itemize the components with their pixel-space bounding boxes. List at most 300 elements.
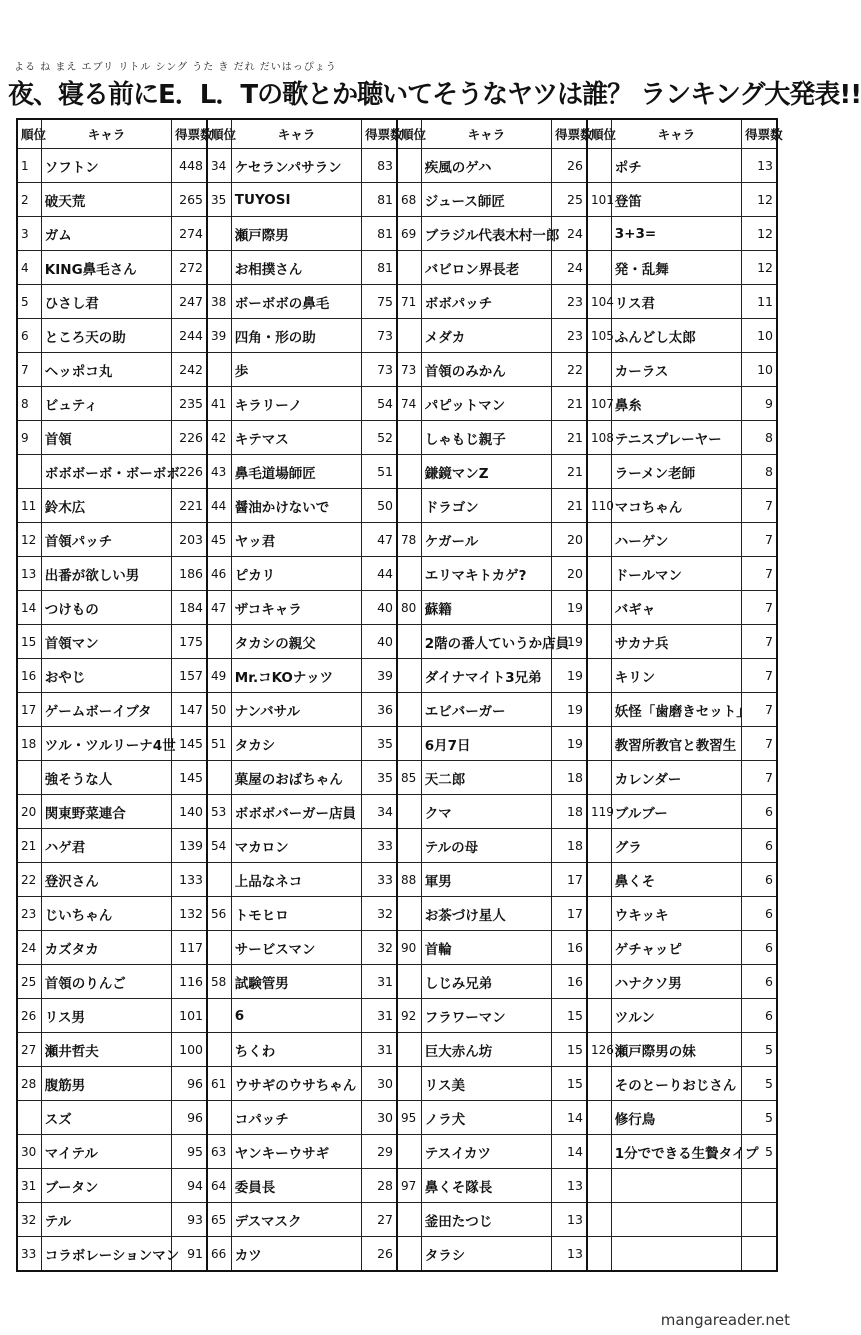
- name-cell: マイテル: [41, 1135, 171, 1169]
- table-row: [17, 1169, 777, 1203]
- rank-cell: 56: [207, 897, 231, 931]
- rank-cell: [207, 625, 231, 659]
- name-cell: 醤油かけないで: [231, 489, 361, 523]
- votes-cell: 93: [172, 1203, 207, 1237]
- table-row: [17, 659, 777, 693]
- votes-cell: 17: [552, 863, 587, 897]
- votes-cell: 15: [552, 1067, 587, 1101]
- rank-cell: 119: [587, 795, 611, 829]
- votes-cell: 94: [172, 1169, 207, 1203]
- rank-cell: [397, 1237, 421, 1272]
- rank-cell: 7: [17, 353, 41, 387]
- rank-cell: 101: [587, 183, 611, 217]
- votes-cell: 184: [172, 591, 207, 625]
- rank-cell: [587, 455, 611, 489]
- votes-cell: 6: [742, 965, 777, 999]
- rank-cell: [207, 761, 231, 795]
- votes-cell: 81: [362, 251, 397, 285]
- rank-cell: [207, 353, 231, 387]
- votes-cell: 139: [172, 829, 207, 863]
- rank-cell: 42: [207, 421, 231, 455]
- name-cell: Mr.コKOナッツ: [231, 659, 361, 693]
- rank-cell: [397, 965, 421, 999]
- name-cell: ビュティ: [41, 387, 171, 421]
- name-cell: カーラス: [611, 353, 741, 387]
- name-cell: メダカ: [421, 319, 551, 353]
- votes-cell: 15: [552, 1033, 587, 1067]
- name-cell: ドラゴン: [421, 489, 551, 523]
- rank-cell: [397, 897, 421, 931]
- votes-cell: 203: [172, 523, 207, 557]
- name-cell: ウキッキ: [611, 897, 741, 931]
- table-row: [17, 1237, 777, 1272]
- table-row: [17, 829, 777, 863]
- rank-cell: 90: [397, 931, 421, 965]
- table-row: [17, 251, 777, 285]
- name-cell: 鼻毛道場師匠: [231, 455, 361, 489]
- name-cell: そのとーりおじさん: [611, 1067, 741, 1101]
- name-cell: ひさし君: [41, 285, 171, 319]
- name-cell: 腹筋男: [41, 1067, 171, 1101]
- votes-cell: 32: [362, 931, 397, 965]
- rank-cell: 27: [17, 1033, 41, 1067]
- votes-cell: 52: [362, 421, 397, 455]
- name-cell: ところ天の助: [41, 319, 171, 353]
- votes-cell: 30: [362, 1067, 397, 1101]
- rank-cell: 35: [207, 183, 231, 217]
- name-cell: リス男: [41, 999, 171, 1033]
- rank-cell: [587, 1067, 611, 1101]
- rank-cell: 68: [397, 183, 421, 217]
- rank-cell: [587, 659, 611, 693]
- votes-cell: 19: [552, 727, 587, 761]
- rank-cell: 34: [207, 149, 231, 183]
- table-row: [17, 1067, 777, 1101]
- votes-cell: 32: [362, 897, 397, 931]
- rank-cell: 64: [207, 1169, 231, 1203]
- votes-cell: 24: [552, 251, 587, 285]
- rank-cell: 31: [17, 1169, 41, 1203]
- votes-cell: 27: [362, 1203, 397, 1237]
- name-cell: ボボボーボ・ボーボボ: [41, 455, 171, 489]
- votes-cell: 50: [362, 489, 397, 523]
- rank-cell: 71: [397, 285, 421, 319]
- rank-cell: [587, 727, 611, 761]
- votes-cell: [742, 1203, 777, 1237]
- votes-cell: 96: [172, 1067, 207, 1101]
- rank-cell: [397, 455, 421, 489]
- name-cell: キリン: [611, 659, 741, 693]
- rank-cell: 88: [397, 863, 421, 897]
- rank-cell: 61: [207, 1067, 231, 1101]
- rank-cell: 43: [207, 455, 231, 489]
- rank-cell: [397, 829, 421, 863]
- rank-cell: 78: [397, 523, 421, 557]
- name-cell: おやじ: [41, 659, 171, 693]
- votes-cell: 145: [172, 727, 207, 761]
- votes-cell: 242: [172, 353, 207, 387]
- votes-cell: 18: [552, 829, 587, 863]
- votes-cell: 7: [742, 523, 777, 557]
- votes-cell: 235: [172, 387, 207, 421]
- name-cell: つけもの: [41, 591, 171, 625]
- name-cell: ヤッ君: [231, 523, 361, 557]
- rank-header: 順位: [207, 119, 231, 149]
- name-cell: しゃもじ親子: [421, 421, 551, 455]
- rank-cell: [587, 149, 611, 183]
- rank-cell: 51: [207, 727, 231, 761]
- rank-cell: 13: [17, 557, 41, 591]
- votes-cell: 11: [742, 285, 777, 319]
- name-cell: ガム: [41, 217, 171, 251]
- votes-cell: [742, 1169, 777, 1203]
- votes-cell: 5: [742, 1135, 777, 1169]
- votes-cell: 272: [172, 251, 207, 285]
- rank-cell: [17, 1101, 41, 1135]
- name-cell: クマ: [421, 795, 551, 829]
- name-cell: トモヒロ: [231, 897, 361, 931]
- rank-cell: [587, 999, 611, 1033]
- name-cell: 軍男: [421, 863, 551, 897]
- votes-cell: 73: [362, 353, 397, 387]
- rank-cell: 63: [207, 1135, 231, 1169]
- votes-cell: 20: [552, 557, 587, 591]
- table-row: [17, 863, 777, 897]
- votes-cell: 96: [172, 1101, 207, 1135]
- rank-cell: [397, 319, 421, 353]
- table-row: [17, 149, 777, 183]
- votes-cell: 117: [172, 931, 207, 965]
- rank-cell: [587, 353, 611, 387]
- rank-cell: [207, 931, 231, 965]
- votes-cell: 6: [742, 931, 777, 965]
- table-row: [17, 761, 777, 795]
- votes-cell: 186: [172, 557, 207, 591]
- rank-cell: 15: [17, 625, 41, 659]
- votes-cell: 39: [362, 659, 397, 693]
- votes-cell: 21: [552, 421, 587, 455]
- votes-cell: 12: [742, 251, 777, 285]
- name-cell: エリマキトカゲ?: [421, 557, 551, 591]
- rank-cell: 44: [207, 489, 231, 523]
- rank-cell: 20: [17, 795, 41, 829]
- name-cell: テスイカツ: [421, 1135, 551, 1169]
- votes-cell: 23: [552, 285, 587, 319]
- rank-cell: 33: [17, 1237, 41, 1272]
- watermark: mangareader.net: [660, 1311, 790, 1329]
- votes-cell: 18: [552, 795, 587, 829]
- name-cell: [611, 1203, 741, 1237]
- name-cell: [611, 1169, 741, 1203]
- table-row: [17, 897, 777, 931]
- name-cell: ハーゲン: [611, 523, 741, 557]
- name-cell: ポチ: [611, 149, 741, 183]
- rank-cell: 73: [397, 353, 421, 387]
- votes-cell: 19: [552, 625, 587, 659]
- rank-cell: [587, 591, 611, 625]
- name-cell: バビロン界長老: [421, 251, 551, 285]
- name-cell: 関東野菜連合: [41, 795, 171, 829]
- rank-cell: 49: [207, 659, 231, 693]
- rank-cell: [397, 693, 421, 727]
- rank-cell: 104: [587, 285, 611, 319]
- table-header-row: [17, 119, 777, 149]
- votes-cell: 81: [362, 217, 397, 251]
- votes-cell: 6: [742, 863, 777, 897]
- name-header: キャラ: [611, 119, 741, 149]
- rank-cell: 12: [17, 523, 41, 557]
- votes-cell: 19: [552, 591, 587, 625]
- rank-cell: 66: [207, 1237, 231, 1272]
- table-row: [17, 693, 777, 727]
- votes-cell: 6: [742, 795, 777, 829]
- table-row: [17, 965, 777, 999]
- name-cell: ハナクソ男: [611, 965, 741, 999]
- rank-cell: [397, 1135, 421, 1169]
- rank-cell: 22: [17, 863, 41, 897]
- name-cell: 首輪: [421, 931, 551, 965]
- votes-cell: 33: [362, 863, 397, 897]
- rank-cell: [397, 489, 421, 523]
- table-row: [17, 999, 777, 1033]
- votes-cell: 5: [742, 1101, 777, 1135]
- rank-cell: 69: [397, 217, 421, 251]
- name-cell: キラリーノ: [231, 387, 361, 421]
- votes-cell: 100: [172, 1033, 207, 1067]
- rank-cell: 2: [17, 183, 41, 217]
- votes-cell: 44: [362, 557, 397, 591]
- table-row: [17, 183, 777, 217]
- votes-cell: 157: [172, 659, 207, 693]
- votes-cell: 10: [742, 319, 777, 353]
- rank-cell: 39: [207, 319, 231, 353]
- name-header: キャラ: [421, 119, 551, 149]
- name-cell: ノラ犬: [421, 1101, 551, 1135]
- votes-cell: 19: [552, 659, 587, 693]
- rank-cell: [587, 931, 611, 965]
- votes-cell: 91: [172, 1237, 207, 1272]
- name-cell: 瀬井哲夫: [41, 1033, 171, 1067]
- rank-cell: 85: [397, 761, 421, 795]
- name-cell: 鼻くそ隊長: [421, 1169, 551, 1203]
- name-cell: パピットマン: [421, 387, 551, 421]
- votes-cell: 21: [552, 489, 587, 523]
- rank-cell: [397, 1203, 421, 1237]
- table-row: [17, 727, 777, 761]
- name-cell: 破天荒: [41, 183, 171, 217]
- votes-cell: 31: [362, 999, 397, 1033]
- rank-cell: 28: [17, 1067, 41, 1101]
- name-cell: タカシの親父: [231, 625, 361, 659]
- rank-cell: [397, 625, 421, 659]
- votes-cell: 6: [742, 897, 777, 931]
- rank-cell: 8: [17, 387, 41, 421]
- rank-cell: 46: [207, 557, 231, 591]
- name-cell: 委員長: [231, 1169, 361, 1203]
- name-cell: 首領マン: [41, 625, 171, 659]
- title-furigana: よる ね まえ エブリ リトル シング うた き だれ だいはっぴょう: [14, 62, 337, 73]
- votes-cell: 21: [552, 387, 587, 421]
- name-cell: 蘇籍: [421, 591, 551, 625]
- rank-cell: [587, 523, 611, 557]
- ranking-table: [16, 118, 783, 1272]
- rank-cell: 11: [17, 489, 41, 523]
- name-cell: ゲームボーイブタ: [41, 693, 171, 727]
- table-row: [17, 1203, 777, 1237]
- name-cell: コラボレーションマン: [41, 1237, 171, 1272]
- name-cell: バギャ: [611, 591, 741, 625]
- table-row: [17, 591, 777, 625]
- rank-cell: 108: [587, 421, 611, 455]
- votes-cell: 226: [172, 455, 207, 489]
- votes-cell: 6: [742, 999, 777, 1033]
- name-cell: タカシ: [231, 727, 361, 761]
- rank-cell: 54: [207, 829, 231, 863]
- rank-cell: [207, 999, 231, 1033]
- name-cell: ザコキャラ: [231, 591, 361, 625]
- name-cell: ヘッポコ丸: [41, 353, 171, 387]
- rank-cell: [587, 557, 611, 591]
- votes-cell: 6: [742, 829, 777, 863]
- rank-cell: 110: [587, 489, 611, 523]
- rank-cell: [207, 251, 231, 285]
- rank-cell: 41: [207, 387, 231, 421]
- votes-cell: 17: [552, 897, 587, 931]
- votes-cell: 34: [362, 795, 397, 829]
- name-cell: 首領パッチ: [41, 523, 171, 557]
- votes-cell: 13: [552, 1203, 587, 1237]
- name-cell: 首領のみかん: [421, 353, 551, 387]
- rank-cell: [207, 217, 231, 251]
- name-cell: 強そうな人: [41, 761, 171, 795]
- rank-cell: [587, 897, 611, 931]
- name-cell: 1分でできる生贄タイプ: [611, 1135, 741, 1169]
- rank-cell: [17, 455, 41, 489]
- votes-cell: 226: [172, 421, 207, 455]
- votes-cell: 116: [172, 965, 207, 999]
- votes-cell: 22: [552, 353, 587, 387]
- name-cell: テルの母: [421, 829, 551, 863]
- name-cell: ツル・ツルリーナ4世: [41, 727, 171, 761]
- votes-cell: 7: [742, 591, 777, 625]
- votes-cell: 21: [552, 455, 587, 489]
- votes-header: 得票数: [172, 119, 207, 149]
- rank-cell: [587, 1203, 611, 1237]
- votes-cell: 7: [742, 557, 777, 591]
- name-cell: マコちゃん: [611, 489, 741, 523]
- votes-cell: 16: [552, 931, 587, 965]
- name-cell: 6月7日: [421, 727, 551, 761]
- rank-cell: [397, 1033, 421, 1067]
- rank-cell: [587, 829, 611, 863]
- rank-cell: 50: [207, 693, 231, 727]
- name-cell: ジュース師匠: [421, 183, 551, 217]
- rank-cell: 17: [17, 693, 41, 727]
- name-cell: 菓屋のおばちゃん: [231, 761, 361, 795]
- name-cell: スズ: [41, 1101, 171, 1135]
- name-cell: ゲチャッピ: [611, 931, 741, 965]
- votes-cell: 35: [362, 761, 397, 795]
- name-cell: お茶づけ星人: [421, 897, 551, 931]
- name-cell: ドールマン: [611, 557, 741, 591]
- name-cell: コパッチ: [231, 1101, 361, 1135]
- name-cell: デスマスク: [231, 1203, 361, 1237]
- name-header: キャラ: [231, 119, 361, 149]
- votes-cell: 7: [742, 693, 777, 727]
- name-cell: ボボボバーガー店員: [231, 795, 361, 829]
- table-row: [17, 795, 777, 829]
- name-cell: 瀬戸際男の妹: [611, 1033, 741, 1067]
- name-cell: 首領のりんご: [41, 965, 171, 999]
- votes-cell: 448: [172, 149, 207, 183]
- votes-cell: 81: [362, 183, 397, 217]
- votes-cell: 8: [742, 455, 777, 489]
- rank-cell: [587, 625, 611, 659]
- rank-header: 順位: [397, 119, 421, 149]
- votes-cell: 101: [172, 999, 207, 1033]
- rank-cell: 80: [397, 591, 421, 625]
- votes-cell: 29: [362, 1135, 397, 1169]
- table-row: [17, 455, 777, 489]
- rank-cell: [397, 421, 421, 455]
- rank-cell: [397, 795, 421, 829]
- rank-cell: [587, 761, 611, 795]
- votes-cell: 20: [552, 523, 587, 557]
- name-header: キャラ: [41, 119, 171, 149]
- name-cell: ナンバサル: [231, 693, 361, 727]
- rank-cell: [397, 659, 421, 693]
- name-cell: 巨大赤ん坊: [421, 1033, 551, 1067]
- votes-cell: 132: [172, 897, 207, 931]
- name-cell: KING鼻毛さん: [41, 251, 171, 285]
- votes-cell: 221: [172, 489, 207, 523]
- table-row: [17, 1101, 777, 1135]
- name-cell: 発・乱舞: [611, 251, 741, 285]
- votes-cell: 16: [552, 965, 587, 999]
- votes-cell: 40: [362, 591, 397, 625]
- rank-cell: 65: [207, 1203, 231, 1237]
- votes-cell: 95: [172, 1135, 207, 1169]
- name-cell: ピカリ: [231, 557, 361, 591]
- name-cell: ふんどし太郎: [611, 319, 741, 353]
- rank-cell: [587, 693, 611, 727]
- name-cell: カレンダー: [611, 761, 741, 795]
- votes-cell: 35: [362, 727, 397, 761]
- rank-cell: 45: [207, 523, 231, 557]
- rank-cell: [587, 1135, 611, 1169]
- table-row: [17, 217, 777, 251]
- votes-cell: 5: [742, 1067, 777, 1101]
- votes-cell: 9: [742, 387, 777, 421]
- name-cell: 釜田たつじ: [421, 1203, 551, 1237]
- votes-cell: 25: [552, 183, 587, 217]
- votes-cell: 83: [362, 149, 397, 183]
- name-cell: 四角・形の助: [231, 319, 361, 353]
- name-cell: タラシ: [421, 1237, 551, 1272]
- rank-cell: [207, 1101, 231, 1135]
- votes-cell: 30: [362, 1101, 397, 1135]
- rank-cell: 26: [17, 999, 41, 1033]
- votes-cell: 13: [552, 1169, 587, 1203]
- votes-cell: 19: [552, 693, 587, 727]
- votes-cell: 23: [552, 319, 587, 353]
- table-row: [17, 523, 777, 557]
- votes-cell: 15: [552, 999, 587, 1033]
- name-cell: 修行鳥: [611, 1101, 741, 1135]
- name-cell: 鼻糸: [611, 387, 741, 421]
- rank-cell: [17, 761, 41, 795]
- name-cell: お相撲さん: [231, 251, 361, 285]
